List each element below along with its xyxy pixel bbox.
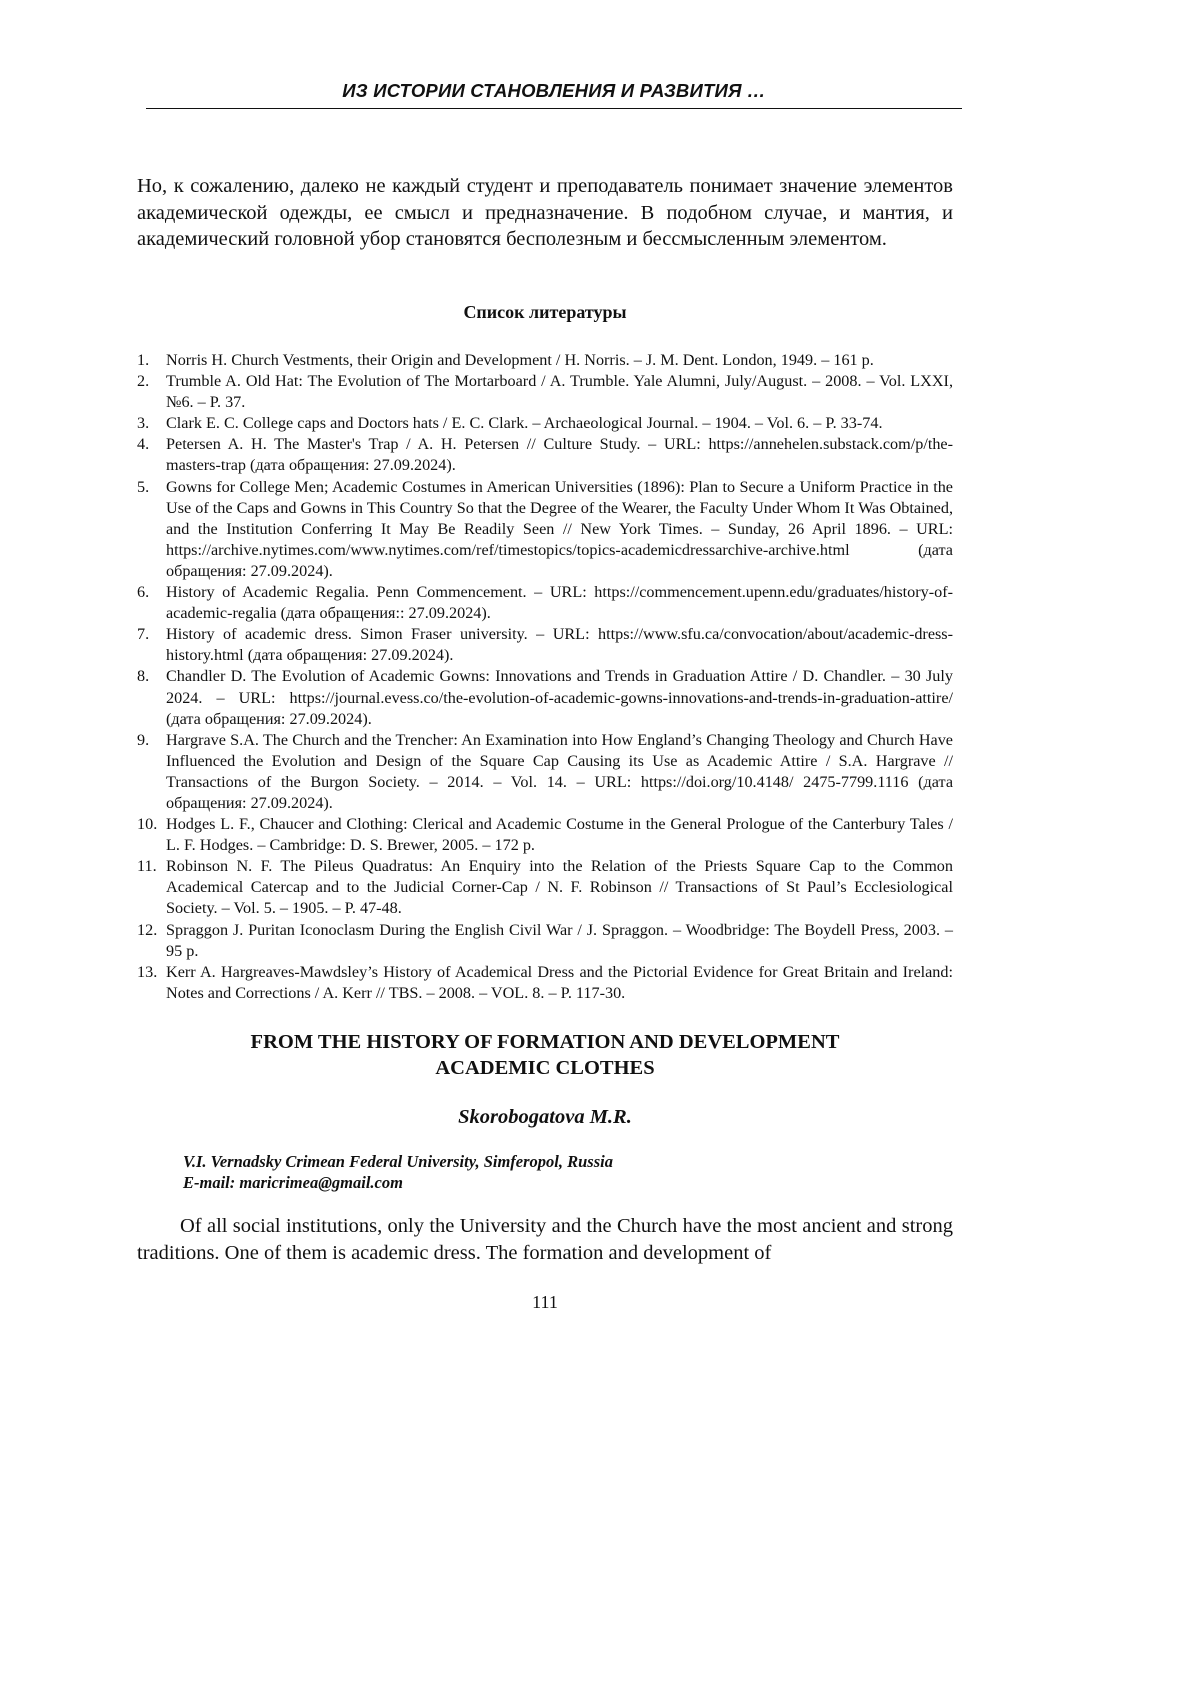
affiliation-email: E-mail: maricrimea@gmail.com <box>183 1172 943 1193</box>
page-number: 111 <box>137 1292 953 1313</box>
english-title-line-2: ACADEMIC CLOTHES <box>137 1055 953 1081</box>
affiliation <box>183 1151 943 1193</box>
running-head: ИЗ ИСТОРИИ СТАНОВЛЕНИЯ И РАЗВИТИЯ … <box>146 80 962 102</box>
reference-number: 6. <box>137 582 149 603</box>
reference-item <box>137 730 953 814</box>
reference-text: Norris H. Church Vestments, their Origin and Development / H. Norris. – J. M. Dent. London, 1949. – 161 p. <box>166 351 874 369</box>
reference-text: Trumble A. Old Hat: The Evolution of The Mortarboard / A. Trumble. Yale Alumni, July/August. – 2008. – Vol. LXXI, №6. – P. 37. <box>166 372 953 411</box>
reference-item <box>137 856 953 919</box>
intro-paragraph: Но, к сожалению, далеко не каждый студент и преподаватель понимает значение элементов академической одежды, ее смысл и предназначение. В подобном случае, и мантия, и академический головной убор становятся бесполезным и бессмысленным элементом. <box>137 173 953 253</box>
reference-text: Hodges L. F., Chaucer and Clothing: Clerical and Academic Costume in the General Prologue of the Canterbury Tales / L. F. Hodges. – Cambridge: D. S. Brewer, 2005. – 172 p. <box>166 815 953 854</box>
reference-item <box>137 666 953 729</box>
reference-item <box>137 434 953 476</box>
reference-text: Clark E. C. College caps and Doctors hats / E. C. Clark. – Archaeological Journal. – 1904. – Vol. 6. – P. 33-74. <box>166 414 883 432</box>
reference-item <box>137 624 953 666</box>
reference-number: 5. <box>137 477 149 498</box>
reference-number: 10. <box>137 814 157 835</box>
reference-text: Kerr A. Hargreaves-Mawdsley’s History of Academical Dress and the Pictorial Evidence for Great Britain and Ireland: Notes and Corrections / A. Kerr // TBS. – 2008. – VOL. 8. – P. 117-30. <box>166 963 953 1002</box>
reference-number: 1. <box>137 350 149 371</box>
reference-text: Hargrave S.A. The Church and the Trencher: An Examination into How England’s Changing Theology and Church Have Influenced the Evolution and Design of the Square Cap Causing its Use as Academic Attire / S.A. Hargrave // Transactions of the Burgon Society. – 2014. – Vol. 14. – URL: https://doi.org/10.4148/ 2475-7799.1116 (дата обращения: 27.09.2024). <box>166 731 953 812</box>
reference-item <box>137 371 953 413</box>
references-title: Список литературы <box>137 302 953 323</box>
english-title <box>137 1029 953 1081</box>
reference-text: Gowns for College Men; Academic Costumes in American Universities (1896): Plan to Secure a Uniform Practice in the Use of the Caps and Gowns in This Country So that the Degree of the Wearer, the Faculty Under Whom It Was Obtained, and the Institution Conferring It May Be Readily Seen // New York Times. – Sunday, 26 April 1896. – URL: https://archive.nytimes.com/www.nytimes.com/ref/timestopics/topics-academicdressarchive-archive.html (дата обращения: 27.09.2024). <box>166 478 953 580</box>
reference-text: History of Academic Regalia. Penn Commencement. – URL: https://commencement.upenn.edu/graduates/history-of-academic-regalia (дата обращения:: 27.09.2024). <box>166 583 953 622</box>
reference-text: Spraggon J. Puritan Iconoclasm During the English Civil War / J. Spraggon. – Woodbridge: The Boydell Press, 2003. – 95 p. <box>166 921 953 960</box>
reference-number: 9. <box>137 730 149 751</box>
reference-text: Petersen A. H. The Master's Trap / A. H. Petersen // Culture Study. – URL: https://annehelen.substack.com/p/the-masters-trap (дата обращения: 27.09.2024). <box>166 435 953 474</box>
reference-item <box>137 477 953 582</box>
reference-number: 11. <box>137 856 157 877</box>
references-list <box>137 350 953 1004</box>
reference-item <box>137 962 953 1004</box>
reference-number: 7. <box>137 624 149 645</box>
reference-number: 12. <box>137 920 157 941</box>
reference-item <box>137 582 953 624</box>
reference-item <box>137 413 953 434</box>
reference-number: 8. <box>137 666 149 687</box>
reference-number: 3. <box>137 413 149 434</box>
reference-item <box>137 814 953 856</box>
header-rule <box>146 108 962 109</box>
reference-text: Robinson N. F. The Pileus Quadratus: An Enquiry into the Relation of the Priests Square Cap to the Common Academical Catercap and to the Judicial Corner-Cap / N. F. Robinson // Transactions of St Paul’s Ecclesiological Society. – Vol. 5. – 1905. – P. 47-48. <box>166 857 953 917</box>
reference-number: 4. <box>137 434 149 455</box>
reference-item <box>137 920 953 962</box>
affiliation-institution: V.I. Vernadsky Crimean Federal University, Simferopol, Russia <box>183 1151 943 1172</box>
english-title-line-1: FROM THE HISTORY OF FORMATION AND DEVELOPMENT <box>137 1029 953 1055</box>
paper-page <box>0 0 1200 1697</box>
abstract-paragraph: Of all social institutions, only the University and the Church have the most ancient and strong traditions. One of them is academic dress. The formation and development of <box>137 1213 953 1266</box>
reference-number: 13. <box>137 962 157 983</box>
reference-number: 2. <box>137 371 149 392</box>
reference-text: Chandler D. The Evolution of Academic Gowns: Innovations and Trends in Graduation Attire / D. Chandler. – 30 July 2024. – URL: https://journal.evess.co/the-evolution-of-academic-gowns-innovations-and-trends-in-graduation-attire/ (дата обращения: 27.09.2024). <box>166 667 953 727</box>
english-author: Skorobogatova M.R. <box>137 1106 953 1129</box>
reference-item <box>137 350 953 371</box>
reference-text: History of academic dress. Simon Fraser university. – URL: https://www.sfu.ca/convocation/about/academic-dress-history.html (дата обращения: 27.09.2024). <box>166 625 953 664</box>
